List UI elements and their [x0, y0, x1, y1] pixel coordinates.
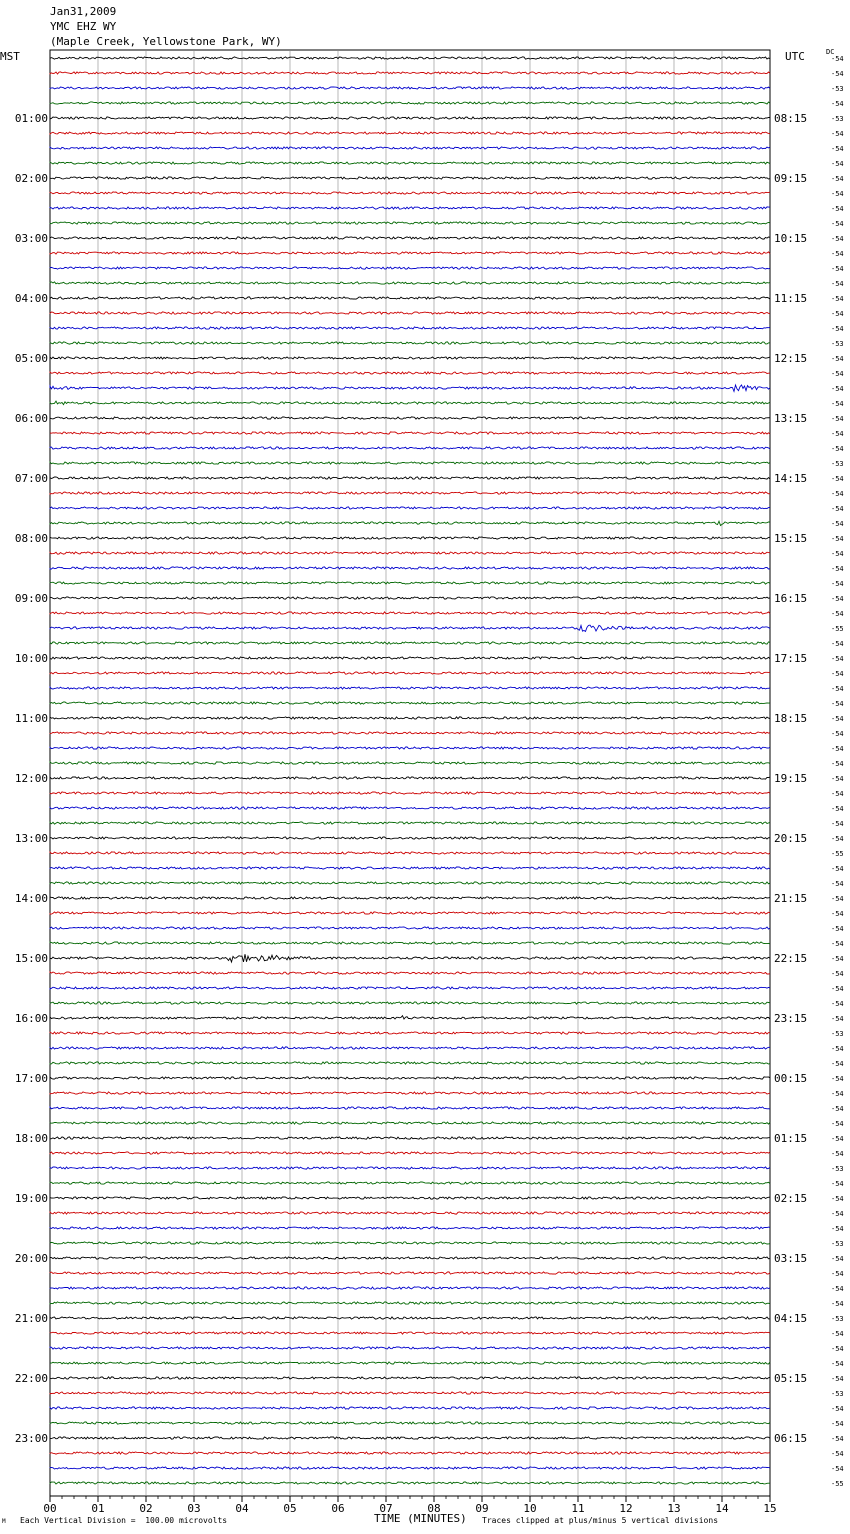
utc-hour-label: 17:15: [774, 652, 808, 665]
dc-offset-label: -54: [831, 385, 844, 393]
mst-hour-label: 04:00: [14, 292, 48, 305]
utc-hour-label: 21:15: [774, 892, 808, 905]
seismic-trace: [50, 657, 770, 659]
mst-hour-label: 03:00: [14, 232, 48, 245]
seismic-trace: [50, 297, 770, 299]
dc-offset-label: -54: [831, 400, 844, 408]
x-tick-label: 11: [571, 1502, 585, 1515]
seismic-trace: [50, 942, 770, 944]
seismic-trace: [50, 897, 770, 899]
seismic-trace: [50, 372, 770, 374]
dc-offset-label: -54: [831, 595, 844, 603]
dc-offset-label: -54: [831, 310, 844, 318]
seismic-trace: [50, 102, 770, 104]
mst-hour-label: 05:00: [14, 352, 48, 365]
dc-offset-label: -54: [831, 1300, 844, 1308]
dc-offset-label: -54: [831, 925, 844, 933]
seismic-trace: [50, 567, 770, 569]
utc-hour-label: 10:15: [774, 232, 808, 245]
seismic-trace: [50, 432, 770, 434]
plot-date: Jan31,2009: [50, 5, 117, 18]
x-tick-label: 14: [715, 1502, 729, 1515]
seismic-trace: [50, 867, 770, 869]
seismic-trace: [50, 537, 770, 539]
station-location: (Maple Creek, Yellowstone Park, WY): [50, 35, 282, 48]
seismic-trace: [50, 612, 770, 614]
mst-hour-label: 14:00: [14, 892, 48, 905]
dc-offset-label: -54: [831, 775, 844, 783]
mst-hour-label: 01:00: [14, 112, 48, 125]
x-tick-label: 10: [523, 1502, 537, 1515]
dc-offset-label: -54: [831, 880, 844, 888]
seismic-trace: [50, 417, 770, 419]
utc-hour-label: 19:15: [774, 772, 808, 785]
x-tick-label: 04: [235, 1502, 249, 1515]
dc-offset-label: -54: [831, 265, 844, 273]
dc-offset-label: -54: [831, 640, 844, 648]
utc-hour-label: 16:15: [774, 592, 808, 605]
utc-label: UTC: [785, 50, 805, 63]
seismic-trace: [50, 1362, 770, 1364]
seismic-trace: [50, 792, 770, 794]
dc-offset-label: -54: [831, 70, 844, 78]
dc-offset-label: -53: [831, 1315, 844, 1323]
dc-offset-label: -53: [831, 460, 844, 468]
dc-offset-label: -54: [831, 505, 844, 513]
utc-hour-label: 02:15: [774, 1192, 808, 1205]
seismic-trace: [50, 1287, 770, 1289]
dc-offset-label: -54: [831, 835, 844, 843]
seismic-trace: [50, 1377, 770, 1379]
seismic-trace: [50, 1062, 770, 1064]
seismic-trace: [50, 927, 770, 929]
x-tick-label: 01: [91, 1502, 105, 1515]
dc-offset-label: -54: [831, 1180, 844, 1188]
seismic-trace: [50, 1332, 770, 1334]
utc-hour-label: 01:15: [774, 1132, 808, 1145]
seismic-trace: [50, 1002, 770, 1004]
seismic-trace: [50, 162, 770, 164]
utc-hour-label: 08:15: [774, 112, 808, 125]
seismic-trace: [50, 822, 770, 824]
seismic-trace: [50, 1032, 770, 1034]
seismic-trace: [50, 1092, 770, 1094]
dc-offset-label: -54: [831, 250, 844, 258]
mst-hour-label: 07:00: [14, 472, 48, 485]
dc-offset-label: -54: [831, 1120, 844, 1128]
utc-hour-label: 06:15: [774, 1432, 808, 1445]
mst-hour-label: 17:00: [14, 1072, 48, 1085]
dc-offset-label: -54: [831, 700, 844, 708]
seismic-trace: [50, 954, 770, 962]
dc-offset-label: -54: [831, 1420, 844, 1428]
mst-hour-label: 09:00: [14, 592, 48, 605]
seismic-trace: [50, 582, 770, 584]
seismic-trace: [50, 1317, 770, 1319]
seismic-trace: [50, 507, 770, 509]
seismic-trace: [50, 342, 770, 344]
seismic-trace: [50, 702, 770, 704]
seismic-trace: [50, 642, 770, 644]
dc-offset-label: -54: [831, 655, 844, 663]
dc-offset-label: -54: [831, 175, 844, 183]
dc-offset-label: -53: [831, 1030, 844, 1038]
dc-offset-label: -54: [831, 475, 844, 483]
clip-note: Traces clipped at plus/minus 5 vertical divisions: [482, 1516, 719, 1525]
dc-offset-label: -54: [831, 220, 844, 228]
dc-offset-label: -54: [831, 970, 844, 978]
utc-hour-label: 22:15: [774, 952, 808, 965]
seismic-trace: [50, 357, 770, 359]
utc-hour-label: 09:15: [774, 172, 808, 185]
dc-offset-label: -54: [831, 1360, 844, 1368]
seismic-trace: [50, 72, 770, 74]
x-tick-label: 05: [283, 1502, 297, 1515]
dc-offset-label: -54: [831, 865, 844, 873]
dc-offset-label: -54: [831, 1255, 844, 1263]
utc-hour-label: 03:15: [774, 1252, 808, 1265]
seismic-trace: [50, 1407, 770, 1409]
dc-offset-label: -54: [831, 1405, 844, 1413]
seismic-trace: [50, 777, 770, 779]
seismic-trace: [50, 57, 770, 59]
utc-hour-label: 18:15: [774, 712, 808, 725]
dc-offset-label: -54: [831, 790, 844, 798]
mst-hour-label: 06:00: [14, 412, 48, 425]
dc-offset-label: -54: [831, 1015, 844, 1023]
dc-offset-label: -54: [831, 910, 844, 918]
dc-offset-label: -54: [831, 1195, 844, 1203]
dc-offset-label: -54: [831, 985, 844, 993]
mst-hour-label: 18:00: [14, 1132, 48, 1145]
x-tick-label: 06: [331, 1502, 345, 1515]
dc-offset-label: -54: [831, 1435, 844, 1443]
mst-hour-label: 22:00: [14, 1372, 48, 1385]
dc-offset-label: -54: [831, 235, 844, 243]
dc-offset-label: -54: [831, 55, 844, 63]
seismic-trace: [50, 237, 770, 239]
seismic-trace: [50, 687, 770, 689]
seismic-trace: [50, 972, 770, 974]
dc-offset-label: -54: [831, 550, 844, 558]
x-axis-label: TIME (MINUTES): [374, 1512, 467, 1525]
seismic-trace: [50, 1227, 770, 1229]
seismic-trace: [50, 1182, 770, 1184]
seismic-trace: [50, 207, 770, 209]
dc-offset-label: -54: [831, 190, 844, 198]
seismic-trace: [50, 1347, 770, 1349]
dc-offset-label: -53: [831, 1165, 844, 1173]
mst-hour-label: 13:00: [14, 832, 48, 845]
dc-offset-label: -54: [831, 1330, 844, 1338]
seismic-trace: [50, 1122, 770, 1124]
seismic-trace: [50, 117, 770, 119]
seismic-trace: [50, 672, 770, 674]
seismic-trace: [50, 462, 770, 464]
seismic-trace: [50, 1167, 770, 1169]
x-tick-label: 00: [43, 1502, 57, 1515]
mst-hour-label: 23:00: [14, 1432, 48, 1445]
utc-hour-label: 15:15: [774, 532, 808, 545]
seismic-trace: [50, 1137, 770, 1139]
seismic-trace: [50, 1467, 770, 1469]
seismic-trace: [50, 717, 770, 719]
seismic-trace: [50, 492, 770, 494]
seismic-trace: [50, 807, 770, 809]
utc-hour-label: 23:15: [774, 1012, 808, 1025]
dc-offset-label: -54: [831, 610, 844, 618]
seismic-trace: [50, 312, 770, 314]
dc-offset-label: -54: [831, 1090, 844, 1098]
mst-hour-label: 08:00: [14, 532, 48, 545]
dc-offset-label: -54: [831, 445, 844, 453]
x-tick-label: 12: [619, 1502, 633, 1515]
seismic-trace: [50, 987, 770, 989]
seismic-trace: [50, 1152, 770, 1154]
dc-offset-label: -54: [831, 130, 844, 138]
dc-offset-label: -55: [831, 1480, 844, 1488]
dc-offset-label: -54: [831, 1150, 844, 1158]
utc-hour-label: 14:15: [774, 472, 808, 485]
dc-offset-label: -54: [831, 1465, 844, 1473]
seismic-trace: [50, 1212, 770, 1214]
seismic-trace: [50, 747, 770, 749]
seismic-trace: [50, 1452, 770, 1454]
utc-hour-label: 04:15: [774, 1312, 808, 1325]
seismic-trace: [50, 1392, 770, 1394]
dc-offset-label: -54: [831, 1270, 844, 1278]
dc-offset-label: -53: [831, 1240, 844, 1248]
mst-hour-label: 19:00: [14, 1192, 48, 1205]
seismic-trace: [50, 732, 770, 734]
seismic-trace: [50, 401, 770, 405]
x-tick-label: 15: [763, 1502, 777, 1515]
mst-hour-label: 16:00: [14, 1012, 48, 1025]
dc-offset-label: -54: [831, 685, 844, 693]
dc-offset-label: -55: [831, 850, 844, 858]
seismic-trace: [50, 1302, 770, 1304]
dc-offset-label: -54: [831, 940, 844, 948]
mst-hour-label: 15:00: [14, 952, 48, 965]
mst-hour-label: 10:00: [14, 652, 48, 665]
seismic-trace: [50, 521, 770, 525]
seismic-trace: [50, 852, 770, 854]
dc-offset-label: -54: [831, 415, 844, 423]
dc-offset-label: -54: [831, 145, 844, 153]
dc-offset-label: -54: [831, 1225, 844, 1233]
seismic-trace: [50, 252, 770, 254]
seismic-trace: [50, 1257, 770, 1259]
dc-offset-label: -54: [831, 100, 844, 108]
seismic-trace: [50, 177, 770, 179]
dc-offset-label: -54: [831, 805, 844, 813]
utc-hour-label: 00:15: [774, 1072, 808, 1085]
dc-offset-label: -54: [831, 715, 844, 723]
seismic-trace: [50, 385, 770, 391]
dc-offset-label: -54: [831, 490, 844, 498]
utc-hour-label: 13:15: [774, 412, 808, 425]
dc-offset-label: -54: [831, 1285, 844, 1293]
dc-offset-label: -54: [831, 1000, 844, 1008]
dc-offset-label: -54: [831, 1075, 844, 1083]
dc-offset-label: -54: [831, 580, 844, 588]
dc-offset-label: -54: [831, 205, 844, 213]
dc-offset-label: -54: [831, 760, 844, 768]
dc-offset-label: -54: [831, 1060, 844, 1068]
mst-label: MST: [0, 50, 20, 63]
seismic-trace: [50, 327, 770, 329]
dc-label: DC: [826, 48, 835, 56]
seismic-trace: [50, 597, 770, 599]
mst-hour-label: 12:00: [14, 772, 48, 785]
seismic-trace: [50, 1437, 770, 1439]
dc-offset-label: -54: [831, 520, 844, 528]
dc-offset-label: -54: [831, 730, 844, 738]
dc-offset-label: -54: [831, 1210, 844, 1218]
seismic-trace: [50, 282, 770, 284]
dc-offset-label: -54: [831, 955, 844, 963]
dc-offset-label: -54: [831, 430, 844, 438]
seismic-trace: [50, 1272, 770, 1274]
seismic-trace: [50, 762, 770, 764]
seismic-trace: [50, 882, 770, 884]
seismic-trace: [50, 267, 770, 269]
seismic-trace: [50, 477, 770, 479]
x-tick-label: 13: [667, 1502, 681, 1515]
seismic-trace: [50, 222, 770, 224]
dc-offset-label: -53: [831, 340, 844, 348]
dc-offset-label: -54: [831, 355, 844, 363]
seismic-trace: [50, 625, 770, 631]
utc-hour-label: 05:15: [774, 1372, 808, 1385]
station-id: YMC EHZ WY: [50, 20, 117, 33]
dc-offset-label: -54: [831, 1045, 844, 1053]
mst-hour-label: 02:00: [14, 172, 48, 185]
dc-offset-label: -54: [831, 895, 844, 903]
x-tick-label: 08: [427, 1502, 441, 1515]
utc-hour-label: 11:15: [774, 292, 808, 305]
dc-offset-label: -54: [831, 1135, 844, 1143]
seismic-trace: [50, 132, 770, 134]
seismic-trace: [50, 1242, 770, 1244]
mst-hour-label: 21:00: [14, 1312, 48, 1325]
footer-mark: M: [2, 1518, 6, 1525]
seismic-trace: [50, 147, 770, 149]
dc-offset-label: -54: [831, 1450, 844, 1458]
seismic-trace: [50, 192, 770, 194]
dc-offset-label: -54: [831, 1375, 844, 1383]
dc-offset-label: -54: [831, 280, 844, 288]
dc-offset-label: -54: [831, 370, 844, 378]
mst-hour-label: 11:00: [14, 712, 48, 725]
seismic-trace: [50, 1016, 770, 1019]
seismic-trace: [50, 1047, 770, 1049]
x-tick-label: 09: [475, 1502, 489, 1515]
dc-offset-label: -54: [831, 295, 844, 303]
dc-offset-label: -54: [831, 820, 844, 828]
dc-offset-label: -53: [831, 115, 844, 123]
seismic-trace: [50, 1107, 770, 1109]
seismic-trace: [50, 1077, 770, 1079]
seismic-trace: [50, 87, 770, 89]
dc-offset-label: -54: [831, 565, 844, 573]
seismic-trace: [50, 1482, 770, 1484]
vertical-division-note: Each Vertical Division = 100.00 microvolts: [20, 1516, 228, 1525]
dc-offset-label: -54: [831, 670, 844, 678]
seismic-trace: [50, 1422, 770, 1424]
mst-hour-label: 20:00: [14, 1252, 48, 1265]
x-tick-label: 02: [139, 1502, 153, 1515]
utc-hour-label: 12:15: [774, 352, 808, 365]
seismic-trace: [50, 447, 770, 449]
seismic-trace: [50, 837, 770, 839]
dc-offset-label: -54: [831, 160, 844, 168]
utc-hour-label: 20:15: [774, 832, 808, 845]
dc-offset-label: -53: [831, 1390, 844, 1398]
dc-offset-label: -54: [831, 1345, 844, 1353]
dc-offset-label: -54: [831, 325, 844, 333]
dc-offset-label: -54: [831, 535, 844, 543]
x-tick-label: 07: [379, 1502, 393, 1515]
seismic-trace: [50, 552, 770, 554]
dc-offset-label: -54: [831, 745, 844, 753]
x-tick-label: 03: [187, 1502, 201, 1515]
dc-offset-label: -54: [831, 1105, 844, 1113]
dc-offset-label: -55: [831, 625, 844, 633]
seismic-trace: [50, 1197, 770, 1199]
seismic-trace: [50, 912, 770, 914]
dc-offset-label: -53: [831, 85, 844, 93]
